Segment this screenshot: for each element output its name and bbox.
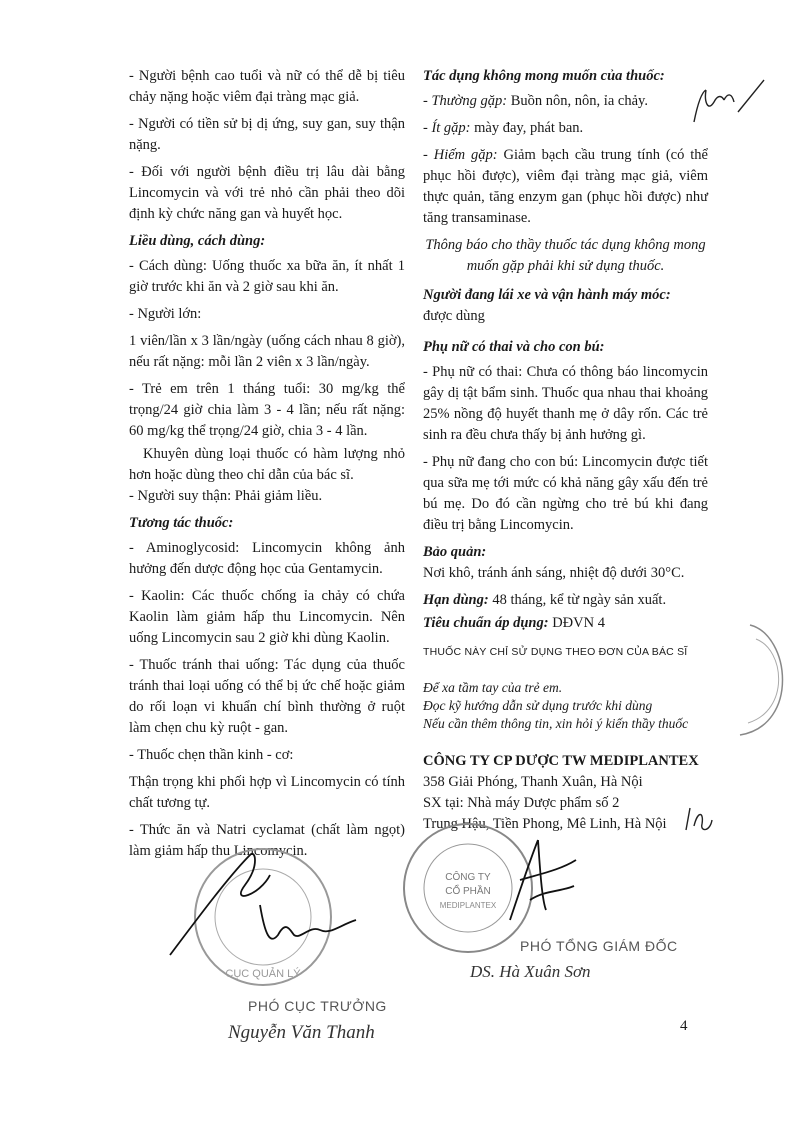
heading-storage: Bảo quản: — [423, 544, 487, 560]
interaction-contraceptive: - Thuốc tránh thai uống: Tác dụng của thuốc tránh thai loại uống có thể bị ức chế hoặc giảm do rối loạn vi khuẩn chí bình thường ở ruột làm chẹn chu kỳ ruột - gan. — [129, 657, 405, 736]
side-effects-note: Thông báo cho thầy thuốc tác dụng không mong muốn gặp phải khi sử dụng thuốc. — [425, 237, 706, 274]
dosage-renal: - Người suy thận: Phải giảm liều. — [129, 488, 323, 504]
precaution-elderly: - Người bệnh cao tuổi và nữ có thể dễ bị tiêu chảy nặng hoặc viêm đại tràng mạc giả. — [129, 68, 405, 105]
dosage-adult: 1 viên/lần x 3 lần/ngày (uống cách nhau 8 giờ), nếu rất nặng: mỗi lần 2 viên x 3 lần/ngày. — [129, 333, 405, 370]
driving-text: được dùng — [423, 308, 485, 324]
side-rare-text: Giảm bạch cầu trung tính (có thể phục hồi được), viêm đại tràng mạc giả, viêm thực quản, tăng enzym gan (phục hồi được) như tăng transaminase. — [423, 147, 708, 226]
warning-consult: Nếu cần thêm thông tin, xin hỏi ý kiến thầy thuốc — [423, 716, 689, 731]
expiry-line — [423, 590, 708, 611]
standard-line — [423, 613, 708, 634]
svg-text:CỔ PHẦN: CỔ PHẦN — [445, 886, 491, 897]
company-address: 358 Giải Phóng, Thanh Xuân, Hà Nội — [423, 774, 643, 790]
side-common-text: Buồn nôn, nôn, ỉa chảy. — [507, 93, 648, 109]
dosage-usage: - Cách dùng: Uống thuốc xa bữa ăn, ít nhất 1 giờ trước khi ăn và 2 giờ sau khi ăn. — [129, 258, 405, 295]
company-name: CÔNG TY CP DƯỢC TW MEDIPLANTEX — [423, 753, 699, 769]
interaction-neuromuscular: Thận trọng khi phối hợp vì Lincomycin có tính chất tương tự. — [129, 774, 405, 811]
svg-text:CỤC QUẢN LÝ: CỤC QUẢN LÝ — [225, 968, 301, 980]
side-uncommon — [423, 118, 708, 139]
left-signature-icon — [160, 835, 370, 975]
warnings — [423, 679, 708, 733]
svg-text:CÔNG TY: CÔNG TY — [445, 872, 491, 883]
heading-interactions: Tương tác thuốc: — [129, 515, 234, 531]
interaction-aminoglycosid: - Aminoglycosid: Lincomycin không ảnh hưởng đến dược động học của Gentamycin. — [129, 540, 405, 577]
heading-expiry: Hạn dùng: — [423, 592, 489, 608]
precaution-allergy: - Người có tiền sử bị dị ứng, suy gan, suy thận nặng. — [129, 116, 405, 153]
heading-dosage: Liều dùng, cách dùng: — [129, 233, 266, 249]
dosage-advice: Khuyên dùng loại thuốc có hàm lượng nhỏ hơn hoặc dùng theo chỉ dẫn của bác sĩ. — [129, 446, 405, 483]
right-signature-icon — [490, 830, 580, 930]
heading-driving: Người đang lái xe và vận hành máy móc: — [423, 287, 671, 303]
left-signatory-name: Nguyễn Văn Thanh — [228, 1022, 375, 1043]
side-uncommon-label: - Ít gặp: — [423, 120, 471, 136]
interaction-kaolin: - Kaolin: Các thuốc chống ỉa chảy có chứa Kaolin làm giảm hấp thu Lincomycin. Nên uống Lincomycin sau 2 giờ khi dùng Kaolin. — [129, 588, 405, 646]
interaction-food: - Thức ăn và Natri cyclamat (chất làm ngọt) làm giảm hấp thu Lincomycin. — [129, 822, 405, 859]
factory-address: Trung Hậu, Tiền Phong, Mê Linh, Hà Nội — [423, 816, 667, 832]
heading-pregnancy: Phụ nữ có thai và cho con bú: — [423, 339, 605, 355]
right-column — [423, 66, 708, 835]
side-common — [423, 91, 708, 112]
dosage-children: - Trẻ em trên 1 tháng tuổi: 30 mg/kg thể trọng/24 giờ chia làm 3 - 4 lần; nếu rất nặng: 60 mg/kg thể trọng/24 giờ, chia 3 - 4 lần. — [129, 381, 405, 439]
heading-side-effects: Tác dụng không mong muốn của thuốc: — [423, 68, 665, 84]
prescription-notice: THUỐC NÀY CHỈ SỬ DỤNG THEO ĐƠN CỦA BÁC SĨ — [423, 646, 688, 658]
side-rare — [423, 145, 708, 229]
left-column — [129, 66, 405, 868]
precaution-longterm: - Đối với người bệnh điều trị lâu dài bằng Lincomycin và với trẻ nhỏ cần phải theo dõi định kỳ chức năng gan và huyết học. — [129, 164, 405, 222]
right-signatory-title: PHÓ TỔNG GIÁM ĐỐC — [520, 938, 678, 954]
right-signatory-name: DS. Hà Xuân Sơn — [470, 962, 591, 981]
expiry-text: 48 tháng, kể từ ngày sản xuất. — [488, 592, 667, 608]
side-uncommon-text: mày đay, phát ban. — [470, 120, 584, 136]
partial-seal-icon — [730, 615, 800, 745]
warning-children: Để xa tầm tay của trẻ em. — [423, 680, 563, 695]
dosage-adult-label: - Người lớn: — [129, 306, 202, 322]
pregnancy-text: - Phụ nữ có thai: Chưa có thông báo lincomycin gây dị tật bẩm sinh. Thuốc qua nhau thai khoảng 25% nồng độ huyết thanh mẹ ở dây rốn. Các trẻ sinh ra đều chưa thấy bị ảnh hưởng gì. — [423, 364, 708, 443]
interaction-neuromuscular-label: - Thuốc chẹn thần kinh - cơ: — [129, 747, 294, 763]
heading-standard: Tiêu chuẩn áp dụng: — [423, 615, 549, 631]
side-common-label: - Thường gặp: — [423, 93, 508, 109]
svg-text:MEDIPLANTEX: MEDIPLANTEX — [439, 901, 497, 910]
side-rare-label: - Hiếm gặp: — [423, 147, 498, 163]
factory-label: SX tại: Nhà máy Dược phẩm số 2 — [423, 795, 620, 811]
warning-read: Đọc kỹ hướng dẫn sử dụng trước khi dùng — [423, 698, 653, 713]
breastfeeding-text: - Phụ nữ đang cho con bú: Lincomycin được tiết qua sữa mẹ tới mức có khả năng gây xấu đến trẻ bú mẹ. Do đó cần ngừng cho trẻ bú khi đang điều trị bằng Lincomycin. — [423, 454, 708, 533]
page-number: 4 — [680, 1018, 688, 1034]
standard-text: DĐVN 4 — [548, 615, 605, 631]
left-signatory-title: PHÓ CỤC TRƯỞNG — [248, 998, 387, 1014]
initials-signature-icon — [688, 72, 768, 132]
initials-mark-icon — [680, 800, 720, 840]
storage-text: Nơi khô, tránh ánh sáng, nhiệt độ dưới 30°C. — [423, 565, 685, 581]
